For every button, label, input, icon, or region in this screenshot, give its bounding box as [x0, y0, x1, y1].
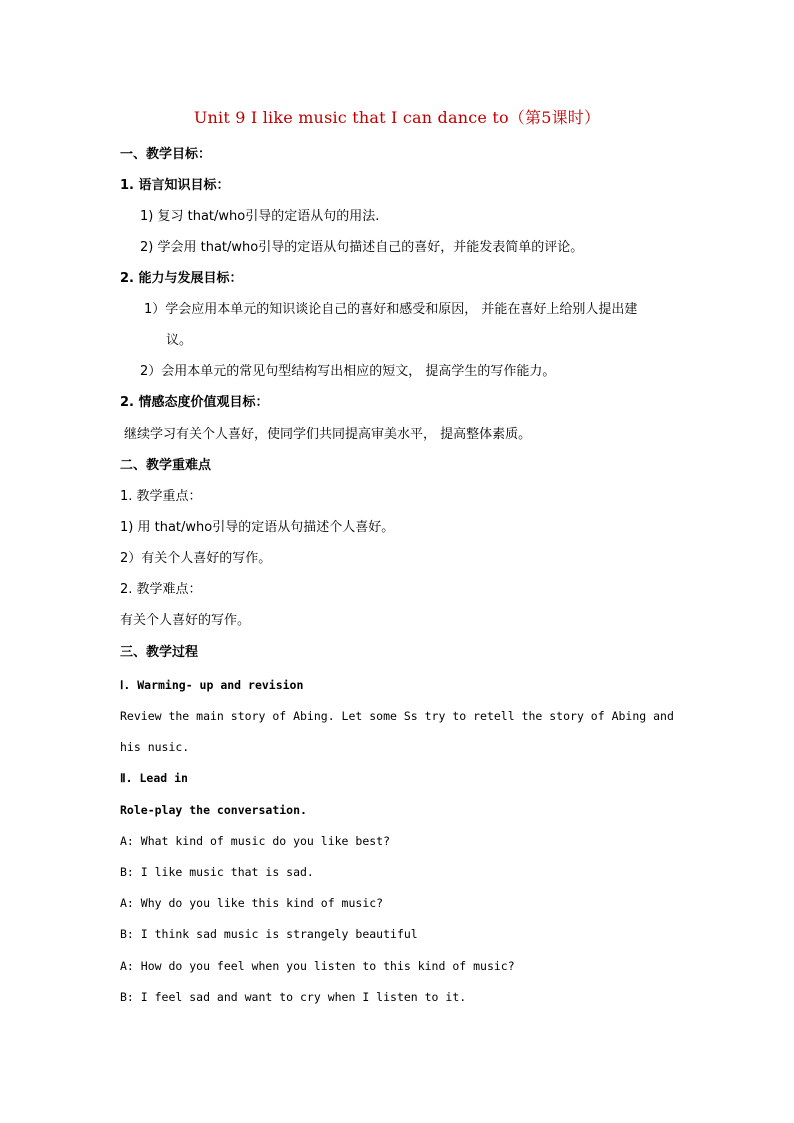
step-heading-lead-in: Ⅱ. Lead in	[120, 771, 188, 785]
list-item-continuation: 议。	[166, 333, 193, 348]
list-item: 2）会用本单元的常见句型结构写出相应的短文， 提高学生的写作能力。	[140, 364, 556, 379]
paragraph: 继续学习有关个人喜好，使同学们共同提高审美水平， 提高整体素质。	[124, 427, 532, 442]
list-item: 2）有关个人喜好的写作。	[120, 551, 272, 566]
subheading-attitude-objectives: 2. 情感态度价值观目标：	[120, 395, 269, 410]
step-heading-warming-up: Ⅰ. Warming- up and revision	[120, 678, 304, 692]
list-item: 1）学会应用本单元的知识谈论自己的喜好和感受和原因， 并能在喜好上给别人提出建	[144, 302, 638, 317]
dialogue-line: B: I feel sad and want to cry when I listen to it.	[120, 990, 467, 1004]
list-item: 1) 用 that/who引导的定语从句描述个人喜好。	[120, 520, 395, 535]
section-heading-key-points: 二、教学重难点	[120, 458, 212, 473]
list-item: 1) 复习 that/who引导的定语从句的用法.	[140, 209, 380, 224]
dialogue-line: B: I think sad music is strangely beautiful	[120, 927, 418, 941]
section-heading-objectives: 一、教学目标：	[120, 147, 212, 162]
subheading-knowledge-objectives: 1. 语言知识目标：	[120, 178, 230, 193]
section-heading-procedure: 三、教学过程	[120, 645, 199, 660]
paragraph-continuation: his nusic.	[120, 740, 190, 754]
dialogue-line: B: I like music that is sad.	[120, 865, 314, 879]
dialogue-line: A: Why do you like this kind of music?	[120, 896, 384, 910]
paragraph: Review the main story of Abing. Let some Ss try to retell the story of Abing and	[120, 709, 674, 723]
dialogue-line: A: How do you feel when you listen to this kind of music?	[120, 959, 515, 973]
dialogue-line: A: What kind of music do you like best?	[120, 834, 391, 848]
list-item: 2) 学会用 that/who引导的定语从句描述自己的喜好，并能发表简单的评论。	[140, 240, 584, 255]
subheading-key-point: 1. 教学重点：	[120, 489, 202, 504]
subheading-difficult-point: 2. 教学难点：	[120, 582, 202, 597]
instruction: Role-play the conversation.	[120, 803, 307, 817]
subheading-ability-objectives: 2. 能力与发展目标：	[120, 271, 243, 286]
document-title: Unit 9 I like music that I can dance to（第5课时）	[193, 108, 601, 127]
paragraph: 有关个人喜好的写作。	[120, 613, 251, 628]
